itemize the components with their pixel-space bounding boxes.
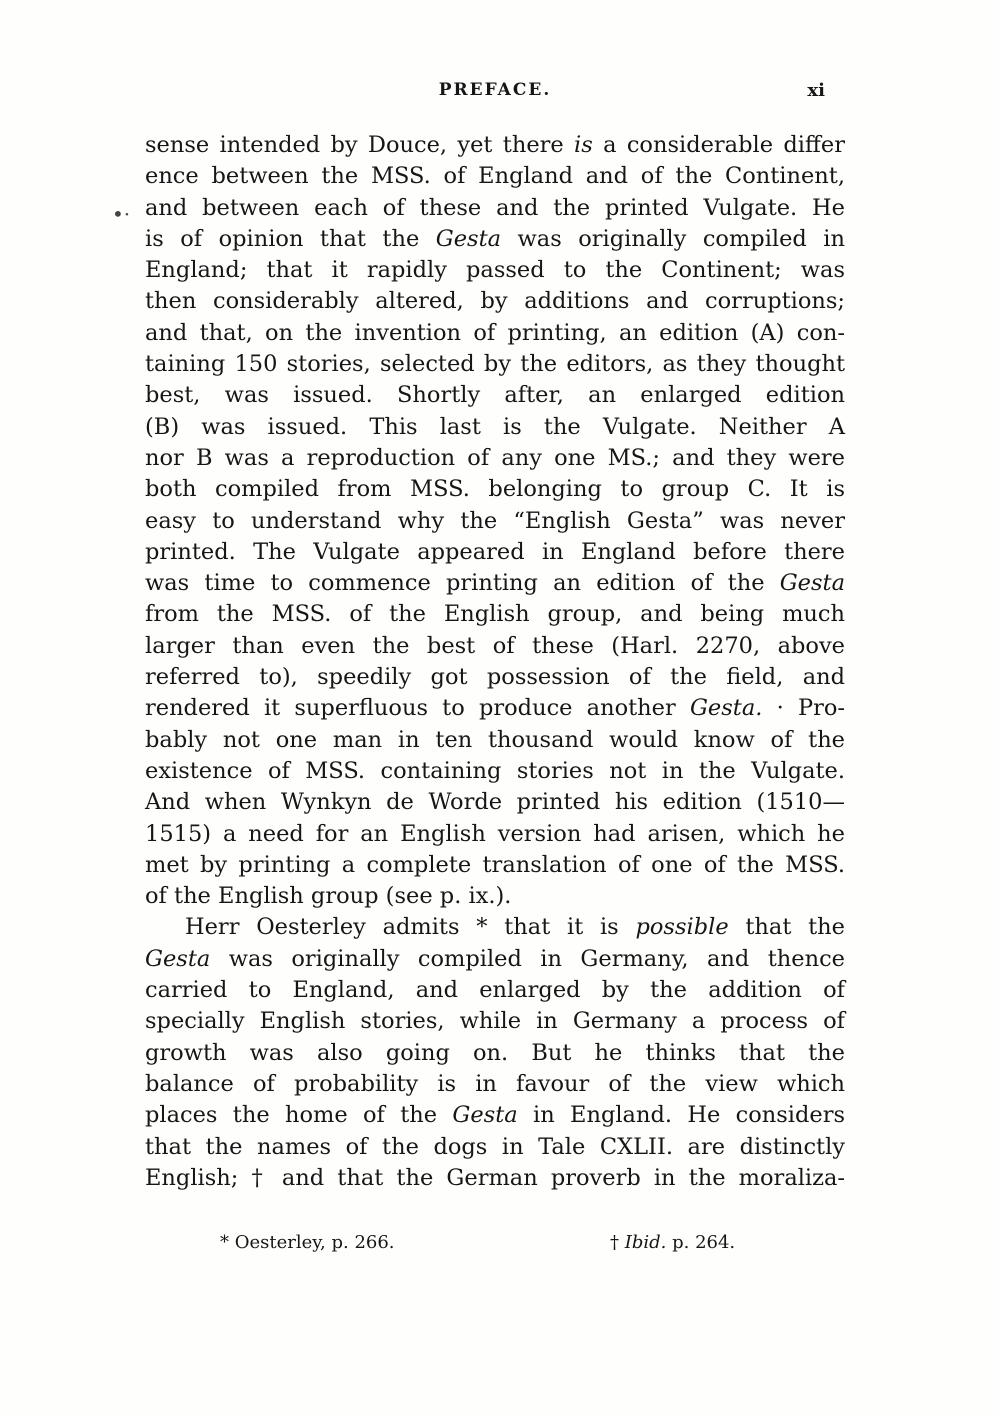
text-line: taining 150 stories, selected by the editors, as they thought (145, 351, 845, 378)
text-line: of the English group (see p. ix.). (145, 883, 512, 910)
text-line: and between each of these and the printed Vulgate. He (145, 194, 845, 221)
text-line: from the MSS. of the English group, and being much (145, 601, 845, 628)
text-line: rendered it superfluous to produce another Gesta. · Pro- (145, 695, 845, 722)
text-line: is of opinion that the Gesta was originally compiled in (145, 225, 845, 252)
text-line: and that, on the invention of printing, an edition (A) con- (145, 319, 845, 346)
text-line: Gesta was originally compiled in Germany, and thence (145, 945, 845, 972)
text-line: England; that it rapidly passed to the Continent; was (145, 257, 845, 284)
footnote-1: * Oesterley, p. 266. (220, 1232, 395, 1253)
text-line: Herr Oesterley admits * that it is possible that the (185, 914, 845, 941)
text-line: best, was issued. Shortly after, an enlarged edition (145, 382, 845, 409)
footnote-2 (610, 1232, 735, 1253)
text-line: easy to understand why the “English Gesta” was never (145, 507, 845, 534)
text-line: And when Wynkyn de Worde printed his edition (1510— (145, 789, 845, 816)
text-line: that the names of the dogs in Tale CXLII. are distinctly (145, 1133, 845, 1160)
footnotes (145, 1232, 845, 1262)
text-line: growth was also going on. But he thinks that the (145, 1039, 845, 1066)
text-line: ence between the MSS. of England and of the Continent, (145, 163, 845, 190)
text-line: then considerably altered, by additions and corruptions; (145, 288, 845, 315)
text-line: specially English stories, while in Germany a process of (145, 1008, 845, 1035)
text-line: English; † and that the German proverb in the moraliza- (145, 1164, 845, 1191)
footnote-2-page: p. 264. (672, 1232, 736, 1253)
page-title: PREFACE. (438, 80, 552, 100)
text-line: was time to commence printing an edition of the Gesta (145, 570, 845, 597)
text-line: nor B was a reproduction of any one MS.; and they were (145, 444, 845, 471)
text-line: larger than even the best of these (Harl. 2270, above (145, 632, 845, 659)
text-line: printed. The Vulgate appeared in England before there (145, 538, 845, 565)
text-line: balance of probability is in favour of the view which (145, 1070, 845, 1097)
text-line: met by printing a complete translation of one of the MSS. (145, 851, 845, 878)
text-line: carried to England, and enlarged by the addition of (145, 977, 845, 1004)
text-line: bably not one man in ten thousand would know of the (145, 726, 845, 753)
text-line: sense intended by Douce, yet there is a considerable differ (145, 132, 845, 158)
footnote-2-ibid: Ibid. (624, 1232, 667, 1253)
running-head (145, 80, 845, 110)
text-line: both compiled from MSS. belonging to group C. It is (145, 476, 845, 503)
text-line: (B) was issued. This last is the Vulgate. Neither A (145, 413, 845, 440)
text-line: 1515) a need for an English version had arisen, which he (145, 820, 845, 847)
text-line: places the home of the Gesta in England. He considers (145, 1102, 846, 1129)
footnote-2-marker: † (610, 1232, 619, 1253)
page-number: xi (807, 80, 825, 101)
text-line: existence of MSS. containing stories not in the Vulgate. (145, 757, 845, 784)
margin-mark: •· (112, 202, 131, 226)
body-text (145, 130, 845, 1194)
text-line: referred to), speedily got possession of the field, and (145, 664, 845, 691)
